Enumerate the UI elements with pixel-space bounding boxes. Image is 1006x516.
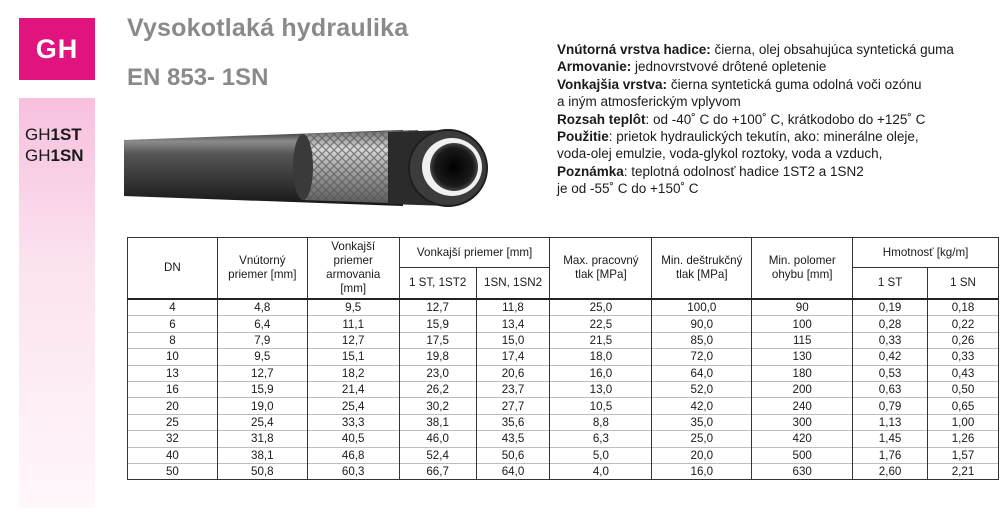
header-bend-radius: Min. polomer ohybu [mm]: [752, 238, 853, 300]
table-cell: 0,22: [928, 316, 999, 332]
table-cell: 21,4: [307, 381, 399, 397]
table-cell: 200: [752, 381, 853, 397]
table-cell: 8,8: [550, 414, 652, 430]
table-cell: 420: [752, 431, 853, 447]
table-cell: 0,63: [853, 381, 928, 397]
table-cell: 52,4: [399, 447, 476, 463]
table-cell: 11,8: [476, 299, 550, 316]
table-cell: 25,4: [217, 414, 307, 430]
table-cell: 72,0: [652, 349, 752, 365]
table-cell: 20,0: [652, 447, 752, 463]
table-row: [128, 463, 999, 479]
table-cell: 1,00: [928, 414, 999, 430]
table-cell: 52,0: [652, 381, 752, 397]
description-line: je od -55˚ C do +150˚ C: [557, 181, 699, 197]
table-cell: 30,2: [399, 398, 476, 414]
table-cell: 12,7: [307, 332, 399, 348]
table-cell: 43,5: [476, 431, 550, 447]
table-row: [128, 414, 999, 430]
header-braid-diameter: Vonkajší priemer armovania [mm]: [307, 238, 399, 300]
product-badge: GH: [19, 18, 95, 80]
hose-illustration: [118, 118, 508, 213]
table-cell: 0,18: [928, 299, 999, 316]
table-cell: 23,0: [399, 365, 476, 381]
table-cell: 15,9: [217, 381, 307, 397]
table-cell: 26,2: [399, 381, 476, 397]
table-cell: 6: [128, 316, 218, 332]
table-cell: 0,43: [928, 365, 999, 381]
table-cell: 115: [752, 332, 853, 348]
table-cell: 4,8: [217, 299, 307, 316]
description-line: voda-olej emulzie, voda-glykol roztoky, voda a vzduch,: [557, 146, 883, 162]
table-cell: 130: [752, 349, 853, 365]
table-cell: 64,0: [652, 365, 752, 381]
table-cell: 300: [752, 414, 853, 430]
table-row: [128, 349, 999, 365]
specification-table: [127, 237, 999, 480]
table-cell: 0,28: [853, 316, 928, 332]
table-cell: 25,0: [652, 431, 752, 447]
description-line: a iným atmosferickým vplyvom: [557, 94, 741, 110]
table-cell: 21,5: [550, 332, 652, 348]
page-title: Vysokotlaká hydraulika: [127, 14, 409, 42]
header-weight: Hmotnosť [kg/m]: [853, 238, 999, 268]
table-row: [128, 447, 999, 463]
table-cell: 16,0: [652, 463, 752, 479]
table-cell: 0,26: [928, 332, 999, 348]
table-cell: 85,0: [652, 332, 752, 348]
table-cell: 22,5: [550, 316, 652, 332]
header-weight-st: 1 ST: [853, 268, 928, 299]
table-cell: 50: [128, 463, 218, 479]
table-cell: 38,1: [217, 447, 307, 463]
header-working-pressure: Max. pracovný tlak [MPa]: [550, 238, 652, 300]
table-cell: 13: [128, 365, 218, 381]
description-line: Armovanie: jednovrstvové drôtené opletenie: [557, 59, 827, 75]
table-row: [128, 316, 999, 332]
table-cell: 6,3: [550, 431, 652, 447]
table-cell: 15,0: [476, 332, 550, 348]
table-cell: 6,4: [217, 316, 307, 332]
table-cell: 10,5: [550, 398, 652, 414]
description-line: Rozsah teplôt: od -40˚ C do +100˚ C, krátkodobo do +125˚ C: [557, 111, 926, 127]
table-cell: 90,0: [652, 316, 752, 332]
table-cell: 16: [128, 381, 218, 397]
table-cell: 20,6: [476, 365, 550, 381]
product-codes: [25, 124, 84, 166]
table-row: [128, 398, 999, 414]
table-cell: 0,33: [853, 332, 928, 348]
table-cell: 17,5: [399, 332, 476, 348]
table-row: [128, 299, 999, 316]
table-cell: 12,7: [217, 365, 307, 381]
table-cell: 17,4: [476, 349, 550, 365]
table-cell: 16,0: [550, 365, 652, 381]
table-cell: 100: [752, 316, 853, 332]
table-cell: 27,7: [476, 398, 550, 414]
table-cell: 4,0: [550, 463, 652, 479]
table-cell: 9,5: [217, 349, 307, 365]
table-cell: 42,0: [652, 398, 752, 414]
table-cell: 0,19: [853, 299, 928, 316]
header-outer-st: 1 ST, 1ST2: [399, 268, 476, 299]
table-cell: 35,6: [476, 414, 550, 430]
table-cell: 25,4: [307, 398, 399, 414]
header-outer-sn: 1SN, 1SN2: [476, 268, 550, 299]
table-cell: 5,0: [550, 447, 652, 463]
table-cell: 8: [128, 332, 218, 348]
table-cell: 33,3: [307, 414, 399, 430]
table-cell: 9,5: [307, 299, 399, 316]
table-cell: 0,53: [853, 365, 928, 381]
description-line: Poznámka: teplotná odolnosť hadice 1ST2 a 1SN2: [557, 163, 864, 179]
table-cell: 15,1: [307, 349, 399, 365]
table-cell: 64,0: [476, 463, 550, 479]
table-cell: 31,8: [217, 431, 307, 447]
description-line: Použitie: prietok hydraulických tekutín, ako: minerálne oleje,: [557, 129, 919, 145]
description-line: Vnútorná vrstva hadice: čierna, olej obsahujúca syntetická guma: [557, 42, 954, 57]
table-cell: 11,1: [307, 316, 399, 332]
product-code: GH1SN: [25, 146, 84, 165]
table-cell: 7,9: [217, 332, 307, 348]
table-cell: 18,0: [550, 349, 652, 365]
table-cell: 10: [128, 349, 218, 365]
table-cell: 0,50: [928, 381, 999, 397]
table-cell: 630: [752, 463, 853, 479]
header-weight-sn: 1 SN: [928, 268, 999, 299]
table-cell: 46,0: [399, 431, 476, 447]
table-row: [128, 365, 999, 381]
table-cell: 240: [752, 398, 853, 414]
table-cell: 100,0: [652, 299, 752, 316]
table-cell: 2,60: [853, 463, 928, 479]
table-cell: 90: [752, 299, 853, 316]
table-cell: 25: [128, 414, 218, 430]
table-cell: 12,7: [399, 299, 476, 316]
header-burst-pressure: Min. deštrukčný tlak [MPa]: [652, 238, 752, 300]
product-description: [557, 41, 997, 198]
table-cell: 0,42: [853, 349, 928, 365]
table-cell: 40,5: [307, 431, 399, 447]
table-cell: 25,0: [550, 299, 652, 316]
table-cell: 1,45: [853, 431, 928, 447]
table-row: [128, 381, 999, 397]
table-cell: 2,21: [928, 463, 999, 479]
table-row: [128, 332, 999, 348]
table-cell: 15,9: [399, 316, 476, 332]
product-code: GH1ST: [25, 125, 82, 144]
table-cell: 0,65: [928, 398, 999, 414]
table-cell: 50,8: [217, 463, 307, 479]
table-cell: 50,6: [476, 447, 550, 463]
table-cell: 66,7: [399, 463, 476, 479]
table-cell: 1,26: [928, 431, 999, 447]
table-cell: 23,7: [476, 381, 550, 397]
table-cell: 40: [128, 447, 218, 463]
table-header: [128, 238, 999, 300]
table-cell: 4: [128, 299, 218, 316]
table-cell: 60,3: [307, 463, 399, 479]
description-line: Vonkajšia vrstva: čierna syntetická guma odolná voči ozónu: [557, 76, 922, 92]
header-dn: DN: [128, 238, 218, 300]
table-cell: 1,76: [853, 447, 928, 463]
table-cell: 19,8: [399, 349, 476, 365]
header-inner-diameter: Vnútorný priemer [mm]: [217, 238, 307, 300]
table-cell: 35,0: [652, 414, 752, 430]
table-cell: 32: [128, 431, 218, 447]
table-cell: 38,1: [399, 414, 476, 430]
table-cell: 18,2: [307, 365, 399, 381]
table-cell: 20: [128, 398, 218, 414]
table-cell: 13,0: [550, 381, 652, 397]
table-row: [128, 431, 999, 447]
table-cell: 46,8: [307, 447, 399, 463]
page-subtitle: EN 853- 1SN: [127, 64, 269, 91]
header-outer-diameter: Vonkajší priemer [mm]: [399, 238, 550, 268]
table-cell: 1,57: [928, 447, 999, 463]
table-cell: 1,13: [853, 414, 928, 430]
hose-bore: [430, 143, 478, 191]
table-cell: 500: [752, 447, 853, 463]
table-cell: 13,4: [476, 316, 550, 332]
table-cell: 0,79: [853, 398, 928, 414]
table-cell: 180: [752, 365, 853, 381]
table-cell: 0,33: [928, 349, 999, 365]
table-cell: 19,0: [217, 398, 307, 414]
